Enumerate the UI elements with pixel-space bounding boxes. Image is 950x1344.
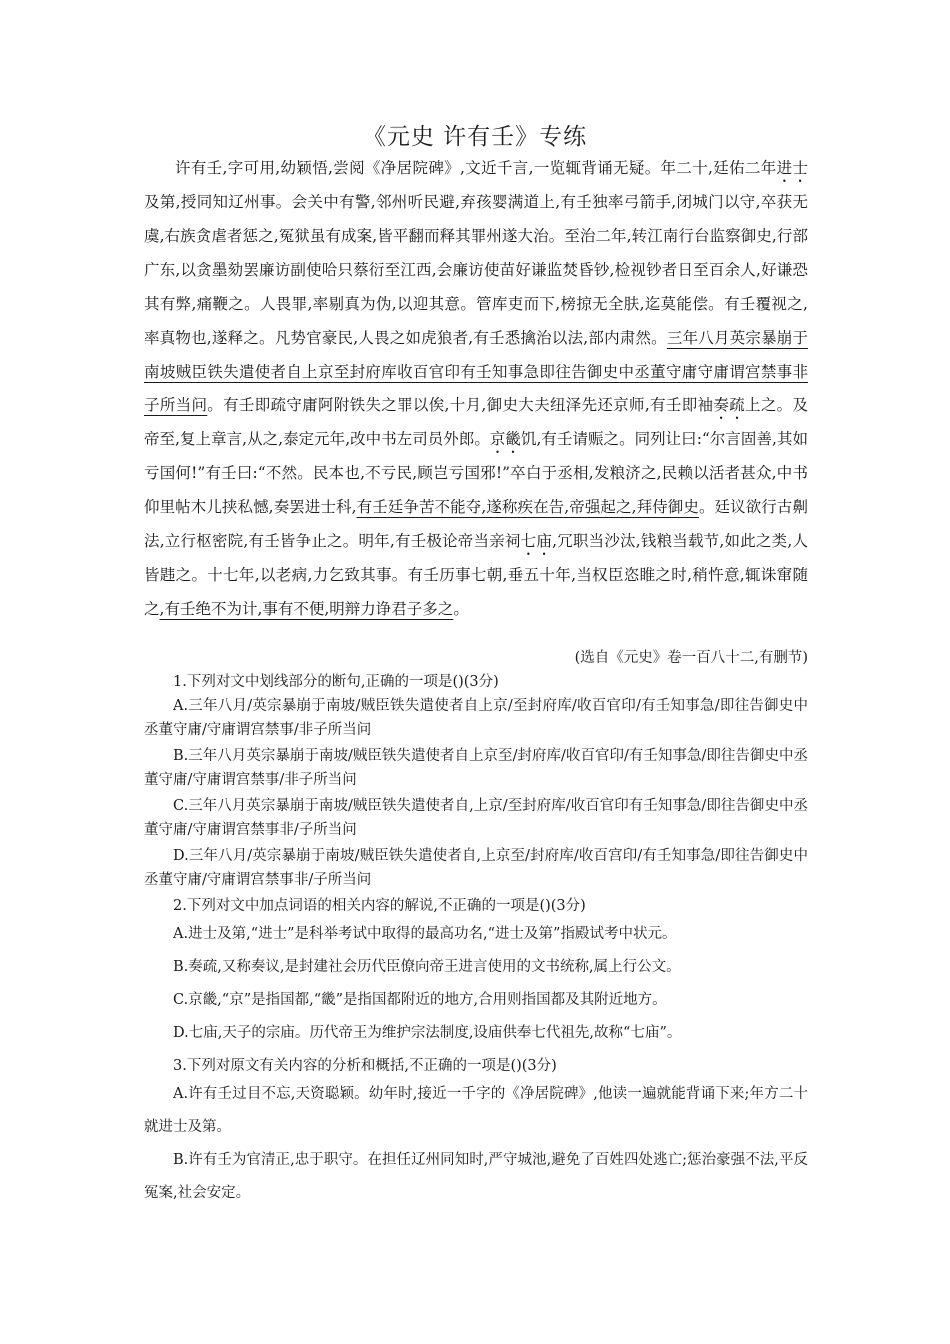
option-a: A.三年八月/英宗暴崩于南坡/贼臣铁失遣使者自上京/至封府库/收百官印/有壬知事急/即往告御史中丞董守庸/守庸谓宫禁事/非子所当问 — [144, 698, 808, 738]
dotted-term-zoushu: 奏疏 — [713, 396, 746, 415]
option-a: A.许有壬过目不忘,天资聪颖。幼年时,接近一千字的《净居院碑》,他读一遍就能背诵下来;年方二十就进士及第。 — [144, 1086, 808, 1135]
option-d: D.三年八月/英宗暴崩于南坡/贼臣铁失遣使者自,上京至/封府库/收百宫印/有壬知事急/即往告御史中丞董守庸/守庸谓宫禁事非/子所当问 — [144, 848, 808, 888]
passage — [144, 152, 808, 627]
underlined-sentence-3: ,有壬绝不为计,事有不便,明辩力诤君子多之 — [159, 600, 454, 619]
question-2 — [144, 894, 808, 1050]
underlined-sentence-2: 有壬廷争苦不能夺,遂称疾在告,帝强起之,拜侍御史 — [356, 498, 699, 517]
question-stem: 2.下列对文中加点词语的相关内容的解说,不正确的一项是()(3分) — [173, 898, 586, 914]
option-d: D.七庙,天子的宗庙。历代帝王为维护宗法制度,设庙供奉七代祖先,故称“七庙”。 — [173, 1025, 682, 1041]
passage-text: 。廷议欲行古劓法,立行枢密院,有壬皆争止之。明年,有壬极论帝当亲祠 — [144, 498, 808, 551]
passage-text: 。有壬即疏守庸阿附铁失之罪以俟,十月,御史大夫纽泽先还京师,有壬即袖 — [207, 396, 714, 415]
passage-text: 饥,有壬请赈之。同列让曰:“尔言固善,其如亏国何!”有壬曰:“不然。民本也,不亏民,顾岂亏国邪!”卒白于丞相,发粮济之,民赖以活者甚众,中书仰里帖木儿挟私憾,奏罢进士科, — [144, 430, 808, 517]
option-b: B.许有壬为官清正,忠于职守。在担任辽州同知时,严守城池,避免了百姓四处逃亡;惩治豪强不法,平反冤案,社会安定。 — [144, 1152, 808, 1201]
dotted-term-jinshi: 进士 — [776, 159, 808, 177]
option-c: C.京畿,“京”是指国都,“畿”是指国都附近的地方,合用则指国都及其附近地方。 — [173, 992, 667, 1008]
passage-text: ,冗职当沙汰,钱粮当载节,如此之类,人皆韪之。十七年,以老病,力乞致其事。有壬历事七朝,垂五十年,当权臣恣睢之时,稍忤意,辄诛窜随之 — [144, 532, 808, 619]
question-stem: 1.下列对文中划线部分的断句,正确的一项是()(3分) — [173, 674, 499, 690]
dotted-term-qimiao: 七庙 — [520, 532, 553, 551]
question-3 — [144, 1054, 808, 1210]
option-b: B.三年八月英宗暴崩于南坡/贼臣铁失遣使者自上京至/封府库/收百官印/有壬知事急/即往告御史中丞董守庸/守庸谓宫禁事/非子所当问 — [144, 748, 808, 788]
option-a: A.进士及第,“进士”是科举考试中取得的最高功名,“进士及第”指殿试考中状元。 — [173, 926, 677, 942]
passage-paragraph — [144, 152, 808, 627]
underlined-sentence-1: 三年八月英宗暴崩于南坡贼臣铁失遣使者自上京至封府库收百官印有壬知事急即往告御史中丞董守庸守庸谓宫禁事非子所当问 — [144, 328, 808, 415]
passage-text: 及第,授同知辽州事。会关中有警,邻州听民避,弃孩婴满道上,有壬独率弓箭手,闭城门以守,卒获无虞,右族贪虐者惩之,冤狱虽有成案,皆平翻而释其罪州遂大治。至治二年,转江南行台监察御史,行部广东,以贪墨劾罢廉访副使哈只蔡衍至江西,会廉访使苗好谦监焚昏钞,检视钞者日至百余人,好谦恐其有弊,痛鞭之。人畏罪,率剔真为伪,以迎其意。管库吏而下,榜掠无全肤,迄莫能偿。有壬覆视之,率真物也,遂释之。凡势官豪民,人畏之如虎狼者,有壬悉擒治以法,部内肃然。 — [144, 193, 808, 347]
option-b: B.奏疏,又称奏议,是封建社会历代臣僚向帝王进言使用的文书统称,属上行公文。 — [173, 959, 681, 975]
dotted-term-jingji: 京畿 — [489, 430, 521, 449]
passage-text: 上之。及帝至,复上章言,从之,泰定元年,改中书左司员外郎。 — [144, 396, 808, 449]
document-title: 《元史 许有壬》专练 — [362, 124, 588, 150]
option-c: C.三年八月英宗暴崩于南坡/贼臣铁失遣使者自,上京/至封府库/收百官印有壬知事急/即往告御史中丞董守庸/守庸谓宫禁事非/子所当问 — [144, 798, 808, 838]
passage-text: 。 — [453, 600, 469, 619]
source-citation: (选自《元史》卷一百八十二,有删节) — [574, 650, 808, 666]
passage-text: 许有壬,字可用,幼颖悟,尝阅《净居院碑》,文近千言,一览辄背诵无疑。年二十,廷佑二年 — [175, 159, 777, 177]
question-list — [144, 670, 808, 1210]
question-1 — [144, 670, 808, 892]
question-stem: 3.下列对原文有关内容的分析和概括,不正确的一项是()(3分) — [173, 1058, 557, 1074]
